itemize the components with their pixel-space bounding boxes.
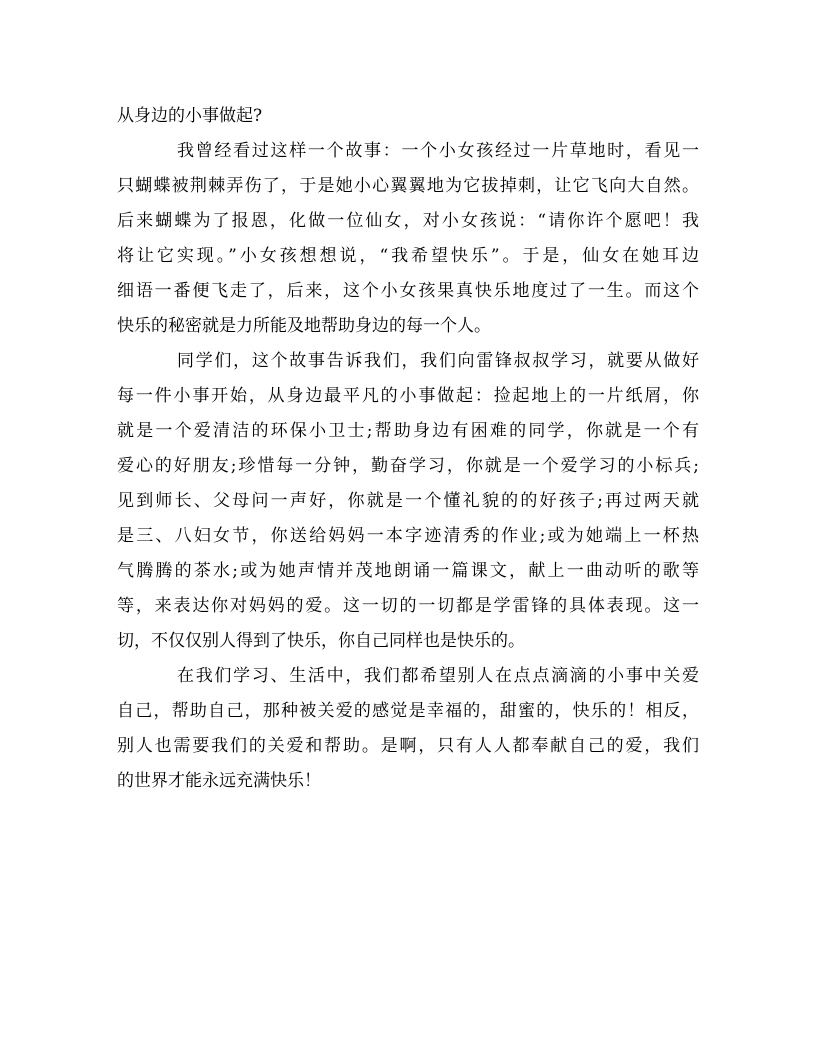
text-line: 爱心的好朋友;珍惜每一分钟，勤奋学习，你就是一个爱学习的小标兵;: [117, 456, 699, 476]
paragraph-4: [117, 659, 699, 799]
text-line: 气腾腾的茶水;或为她声情并茂地朗诵一篇课文，献上一曲动听的歌等: [117, 561, 699, 581]
text-line: 同学们，这个故事告诉我们，我们向雷锋叔叔学习，就要从做好: [177, 351, 699, 371]
text-line: 的世界才能永远充满快乐！: [117, 771, 321, 791]
text-line: 别人也需要我们的关爱和帮助。是啊，只有人人都奉献自己的爱，我们: [117, 736, 699, 756]
text-line: 从身边的小事做起?: [117, 106, 263, 126]
paragraph-1: [117, 99, 699, 134]
paragraph-2: [117, 134, 699, 344]
text-line: 后来蝴蝶为了报恩，化做一位仙女，对小女孩说：“请你许个愿吧！我: [117, 211, 699, 231]
text-line: 快乐的秘密就是力所能及地帮助身边的每一个人。: [117, 316, 491, 336]
text-line: 是三、八妇女节，你送给妈妈一本字迹清秀的作业;或为她端上一杯热: [117, 526, 699, 546]
text-line: 见到师长、父母问一声好，你就是一个懂礼貌的的好孩子;再过两天就: [117, 491, 699, 511]
text-line: 细语一番便飞走了，后来，这个小女孩果真快乐地度过了一生。而这个: [117, 281, 699, 301]
text-line: 切，不仅仅别人得到了快乐，你自己同样也是快乐的。: [117, 631, 525, 651]
document-body: [117, 99, 699, 799]
paragraph-3: [117, 344, 699, 659]
text-line: 自己，帮助自己，那种被关爱的感觉是幸福的，甜蜜的，快乐的！相反，: [117, 701, 699, 721]
text-line: 只蝴蝶被荆棘弄伤了，于是她小心翼翼地为它拔掉刺，让它飞向大自然。: [117, 176, 699, 196]
text-line: 就是一个爱清洁的环保小卫士;帮助身边有困难的同学，你就是一个有: [117, 421, 699, 441]
text-line: 将让它实现。”小女孩想想说，“我希望快乐”。于是，仙女在她耳边: [117, 246, 699, 266]
text-line: 等，来表达你对妈妈的爱。这一切的一切都是学雷锋的具体表现。这一: [117, 596, 699, 616]
text-line: 我曾经看过这样一个故事：一个小女孩经过一片草地时，看见一: [177, 141, 699, 161]
text-line: 在我们学习、生活中，我们都希望别人在点点滴滴的小事中关爱: [177, 666, 699, 686]
text-line: 每一件小事开始，从身边最平凡的小事做起：捡起地上的一片纸屑，你: [117, 386, 699, 406]
